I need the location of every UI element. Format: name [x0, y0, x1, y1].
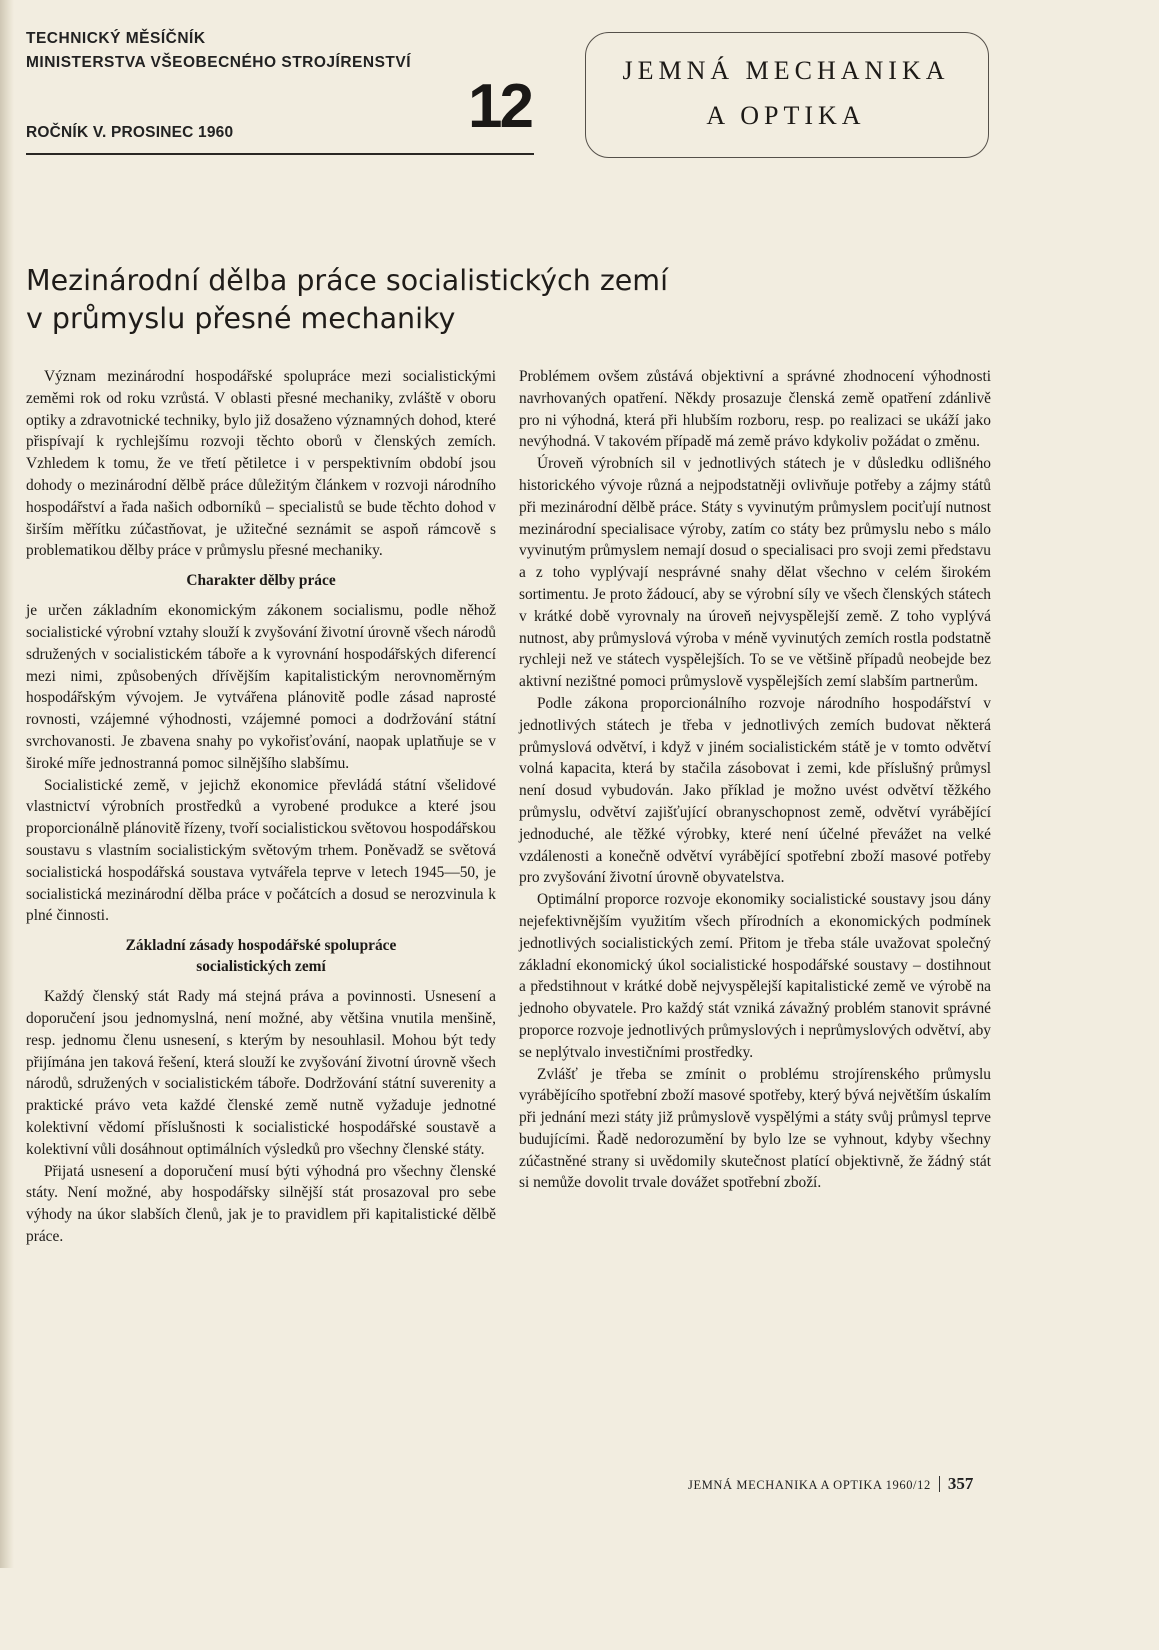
volume-date: ROČNÍK V. PROSINEC 1960: [26, 124, 234, 141]
intro-paragraph: Význam mezinárodní hospodářské spolupráce mezi socialistickými zeměmi rok od roku vzrůstá. V oblasti přesné mechaniky, zvláště v oboru optiky a zdravotnické techniky, bylo již dosaženo významných dohod, které přispívají k rychlejšímu rozvoji těchto oborů v členských zemích. Vzhledem k tomu, že ve třetí pětiletce i v perspektivním období jsou dohody o mezinárodní dělbě práce důležitým článkem v rozvoji národního hospodářství a řada našich odborníků – specialistů se bude těchto dohod v širším měřítku zúčastňovat, je užitečné seznámit se aspoň rámcově s problematikou dělby práce v průmyslu přesné mechaniky.: [26, 368, 496, 560]
masthead-line-2: MINISTERSTVA VŠEOBECNÉHO STROJÍRENSTVÍ: [26, 54, 412, 71]
footer-separator: [939, 1476, 940, 1492]
body-paragraph: je určen základním ekonomickým zákonem socialismu, podle něhož socialistické výrobní vztahy slouží k zvyšování životní úrovně všech národů sdružených v socialistickém táboře a k vyrovnání hospodářských diferencí mezi nimi, způsobených dřívějším kapitalistickým nerovnoměrným hospodářským vývojem. Je vytvářena plánovitě podle zásad naprosté rovnosti, vzájemné výhodnosti, vzájemné pomoci a dodržování státní svrchovanosti. Je zbavena snahy po vykořisťování, naopak uplatňuje se v široké míře jednostranná pomoc silnějšího slabšímu.: [26, 602, 496, 772]
section-heading-line-2: socialistických zemí: [196, 958, 326, 976]
section-heading-line-1: Základní zásady hospodářské spolupráce: [125, 937, 397, 955]
body-paragraph: Problémem ovšem zůstává objektivní a správné zhodnocení výhodnosti navrhovaných opatření. Někdy prosazuje členská země opatření zdánlivě pro ni výhodná, která při hlubším rozboru, resp. po realizaci se ukáží jako nevýhodná. V takovém případě má země právo kdykoliv požádat o změnu.: [519, 368, 991, 451]
body-paragraph: Podle zákona proporcionálního rozvoje národního hospodářství v jednotlivých státech je třeba v jednotlivých zemích budovat některá průmyslová odvětví, i když v jiném socialistickém státě je v tomto odvětví volná kapacita, která by stačila zásobovat i zemi, kde příslušný průmysl není dosud vybudován. Jako příklad je možno uvést odvětví těžkého průmyslu, odvětví zajišťující obranyschopnost země, odvětví vyrábějící jednoduché, ale těžké výrobky, které není účelné převážet na velké vzdálenosti a konečně odvětví vyrábějící spotřební zboží masové potřeby pro zvyšování životní úrovně obyvatelstva.: [519, 694, 991, 887]
running-title: JEMNÁ MECHANIKA A OPTIKA 1960/12: [688, 1478, 931, 1492]
section-heading-principles: [26, 935, 496, 977]
body-paragraph: Optimální proporce rozvoje ekonomiky socialistické soustavy jsou dány nejefektivnějším využitím všech přírodních a ekonomických podmínek jednotlivých socialistických zemí. Přitom je třeba stále uvažovat společný základní ekonomický úkol socialistické hospodářské soustavy – dostihnout a předstihnout v krátké době nejvyspělejší kapitalistické země ve výrobě na jednoho obyvatele. Pro každý stát vzniká závažný problém stanovit správné proporce rozvoje jednotlivých průmyslových i neprůmyslových odvětví, aby se neplýtvalo investičními prostředky.: [519, 891, 991, 1061]
journal-title-line-1: JEMNÁ MECHANIKA: [622, 56, 950, 85]
masthead-line-1: TECHNICKÝ MĚSÍČNÍK: [26, 30, 206, 47]
page-spine-shadow: [0, 0, 14, 1568]
journal-title-frame: [585, 32, 989, 158]
journal-title-line-2: A OPTIKA: [706, 101, 866, 130]
article-title-line-2: v průmyslu přesné mechaniky: [26, 302, 456, 335]
body-paragraph: Každý členský stát Rady má stejná práva a povinnosti. Usnesení a doporučení jsou jednomyslná, není možné, aby většina vnutila menšině, resp. jednomu členu usnesení, s kterým by nesouhlasil. Mohou být tedy přijímána jen taková řešení, která slouží ke zvyšování životní úrovně všech národů, sdružených v socialistickém táboře. Dodržování státní suverenity a praktické právo veta každé členské země nutně vyžaduje jednotné kolektivní vědomí příslušnosti k socialistické hospodářské soustavě a kolektivní vůli dosáhnout optimálních výsledků pro všechny členské státy.: [26, 988, 496, 1158]
page-number: 357: [947, 1474, 974, 1493]
issue-number: 12: [468, 72, 531, 141]
section-heading-character: Charakter dělby práce: [186, 572, 336, 590]
left-column: [26, 366, 496, 1248]
page-footer: [688, 1474, 973, 1494]
header-rule: [26, 153, 534, 155]
body-paragraph: Zvlášť je třeba se zmínit o problému strojírenského průmyslu vyrábějícího spotřební zboží masové spotřeby, který bývá největším úskalím při jednání mezi státy již průmyslově vyspělými a státy svůj průmysl teprve budujícími. Řadě nedorozumění by bylo lze se vyhnout, kdyby všechny zúčastněné strany si uvědomily skutečnost platící objektivně, že žádný stát si nemůže dovolit trvale dovážet spotřební zboží.: [519, 1065, 991, 1192]
body-paragraph: Socialistické země, v jejichž ekonomice převládá státní všelidové vlastnictví výrobních prostředků a vyrobené produkce a které jsou proporcionálně plánovitě řízeny, tvoří socialistickou světovou hospodářskou soustavu s vlastním socialistickým světovým trhem. Poněvadž se světová socialistická hospodářská soustava vytvářela teprve v letech 1945—50, je socialistická mezinárodní dělba práce v počátcích a dosud se nerozvinula k plné činnosti.: [26, 776, 496, 925]
right-column: [519, 366, 991, 1194]
body-paragraph: Přijatá usnesení a doporučení musí býti výhodná pro všechny členské státy. Není možné, aby hospodářsky silnější stát prosazoval pro sebe výhody na úkor slabších členů, jak je to pravidlem při kapitalistické dělbě práce.: [26, 1162, 496, 1245]
article-title: [26, 262, 846, 338]
body-paragraph: Úroveň výrobních sil v jednotlivých státech je v důsledku odlišného historického vývoje různá a nejpodstatněji ovlivňuje potřeby a zájmy států při mezinárodní dělbě práce. Státy s vyvinutým průmyslem pociťují nutnost mezinárodní specialisace výroby, zatím co státy bez průmyslu nebo s málo vyvinutým průmyslem nemají dosud o specialisaci pro svoji zemi představu a z toho vyplývají nesprávné snahy dělat všechno v celém širokém sortimentu. Je proto žádoucí, aby se výrobní síly ve všech členských státech v krátké době vyrovnaly na úroveň nejvyspělejší země. Z toho vyplývá nutnost, aby průmyslová výroba v méně vyvinutých zemích rostla podstatně rychleji než ve státech vyspělejších. To se ve většině případů neobejde bez aktivní nezištné pomoci průmyslově vyspělejších zemí slabším partnerům.: [519, 455, 991, 691]
article-title-line-1: Mezinárodní dělba práce socialistických zemí: [26, 264, 668, 297]
